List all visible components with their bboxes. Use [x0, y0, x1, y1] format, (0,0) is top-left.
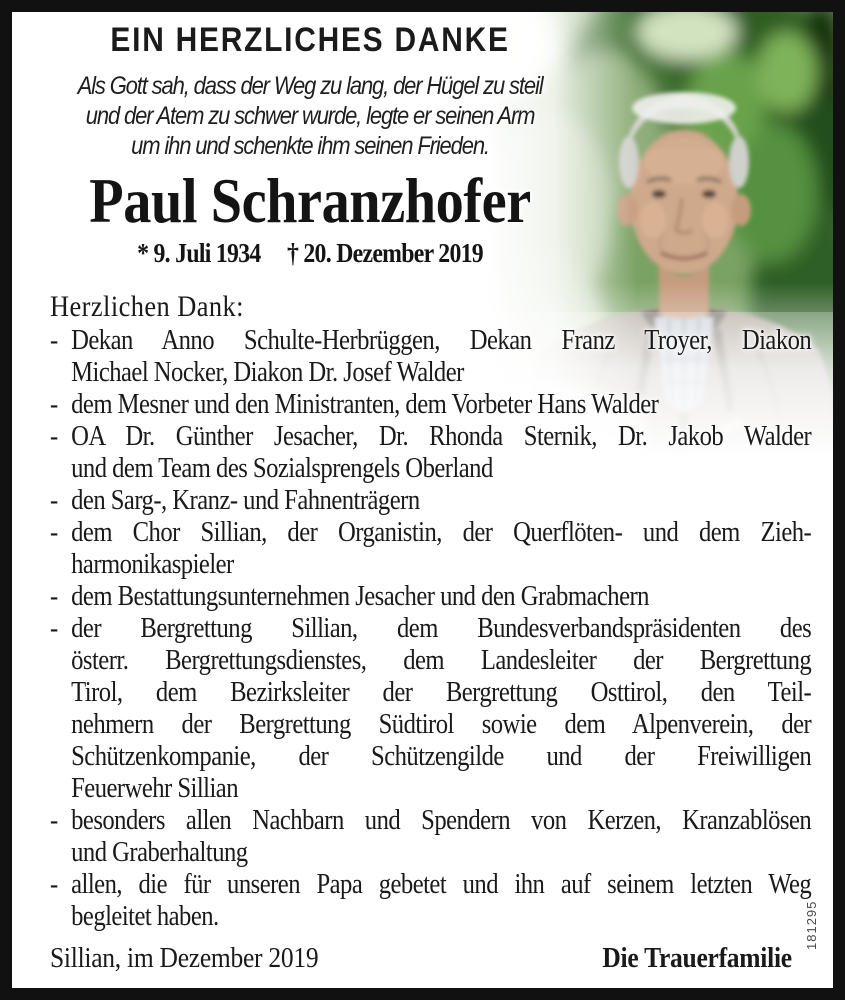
thanks-heading: Herzlichen Dank: [50, 290, 244, 323]
item-dash: - [50, 421, 58, 452]
birth-date: * 9. Juli 1934 [137, 238, 261, 268]
thanks-text: begleitet haben. [71, 901, 219, 932]
ad-number: 181295 [804, 900, 819, 950]
thanks-text: den Sarg-, Kranz- und Fahnenträgern [71, 485, 420, 516]
deceased-name: Paul Schranzhofer [89, 165, 531, 236]
item-dash: - [50, 613, 58, 644]
thanks-item-line [50, 581, 811, 613]
thanks-item-line [50, 325, 811, 357]
item-dash [50, 677, 71, 709]
memorial-quote [50, 71, 570, 161]
thanks-list [50, 325, 811, 933]
thanks-text: Michael Nocker, Diakon Dr. Josef Walder [71, 357, 464, 388]
thanks-item-line [50, 741, 811, 773]
thanks-text: harmonikaspieler [71, 549, 234, 580]
thanks-text: dem Bestattungsunternehmen Jesacher und den Grabmachern [71, 581, 649, 612]
header-block [50, 12, 570, 267]
item-dash: - [50, 485, 58, 516]
item-dash: - [50, 325, 58, 356]
item-dash [50, 709, 71, 741]
life-dates [50, 239, 570, 267]
card-content [50, 12, 845, 973]
item-dash [50, 741, 71, 773]
thanks-item-line [50, 485, 811, 517]
item-dash [50, 837, 71, 869]
thanks-text: Feuerwehr Sillian [71, 773, 239, 804]
item-dash: - [50, 581, 58, 612]
thanks-item-line [50, 677, 811, 709]
thanks-text: Dekan Anno Schulte-Herbrüggen, Dekan Franz Troyer, Diakon [71, 325, 812, 356]
thanks-text: und Graberhaltung [71, 837, 248, 868]
thanks-item-line [50, 805, 811, 837]
item-dash: - [50, 805, 58, 836]
thanks-item-line [50, 901, 811, 933]
thanks-text: nehmern der Bergrettung Südtirol sowie dem Alpenverein, der [71, 709, 812, 740]
thanks-item-line [50, 357, 811, 389]
thanks-item-line [50, 517, 811, 549]
closing-row [50, 943, 811, 973]
thanks-item-line [50, 453, 811, 485]
thanks-text: österr. Bergrettungsdienstes, dem Landesleiter der Bergrettung [71, 645, 812, 676]
thanks-text: besonders allen Nachbarn und Spendern von Kerzen, Kranzablösen [71, 805, 812, 836]
quote-line: um ihn und schenkte ihm seinen Frieden. [131, 132, 489, 160]
thanks-text: dem Chor Sillian, der Organistin, der Querflöten- und dem Zieh- [71, 517, 812, 548]
thanks-item-line [50, 549, 811, 581]
thanks-text: Schützenkompanie, der Schützengilde und der Freiwilligen [71, 741, 812, 772]
thanks-text: OA Dr. Günther Jesacher, Dr. Rhonda Sternik, Dr. Jakob Walder [71, 421, 812, 452]
thanks-item-line [50, 645, 811, 677]
item-dash [50, 357, 71, 389]
thanks-item-line [50, 421, 811, 453]
thanks-text: der Bergrettung Sillian, dem Bundesverbandspräsidenten des [71, 613, 812, 644]
item-dash [50, 549, 71, 581]
item-dash [50, 453, 71, 485]
thanks-text: allen, die für unseren Papa gebetet und ihn auf seinem letzten Weg [71, 869, 812, 900]
thanks-item-line [50, 837, 811, 869]
family-signature: Die Trauerfamilie [602, 942, 792, 974]
thanks-item-line [50, 773, 811, 805]
thanks-text: und dem Team des Sozialsprengels Oberland [71, 453, 493, 484]
item-dash [50, 901, 71, 933]
place-date: Sillian, im Dezember 2019 [50, 942, 319, 974]
death-date: † 20. Dezember 2019 [286, 238, 483, 268]
quote-line: Als Gott sah, dass der Weg zu lang, der Hügel zu steil [77, 72, 543, 100]
item-dash: - [50, 869, 58, 900]
thanks-item-line [50, 613, 811, 645]
thanks-text: Tirol, dem Bezirksleiter der Bergrettung Osttirol, den Teil- [71, 677, 812, 708]
item-dash: - [50, 389, 58, 420]
item-dash [50, 773, 71, 805]
item-dash [50, 645, 71, 677]
thanks-item-line [50, 869, 811, 901]
item-dash: - [50, 517, 58, 548]
thanks-item-line [50, 709, 811, 741]
thanks-text: dem Mesner und den Ministranten, dem Vorbeter Hans Walder [71, 389, 659, 420]
headline: EIN HERZLICHES DANKE [110, 21, 510, 59]
quote-line: und der Atem zu schwer wurde, legte er seinen Arm [85, 102, 535, 130]
thanks-item-line [50, 389, 811, 421]
